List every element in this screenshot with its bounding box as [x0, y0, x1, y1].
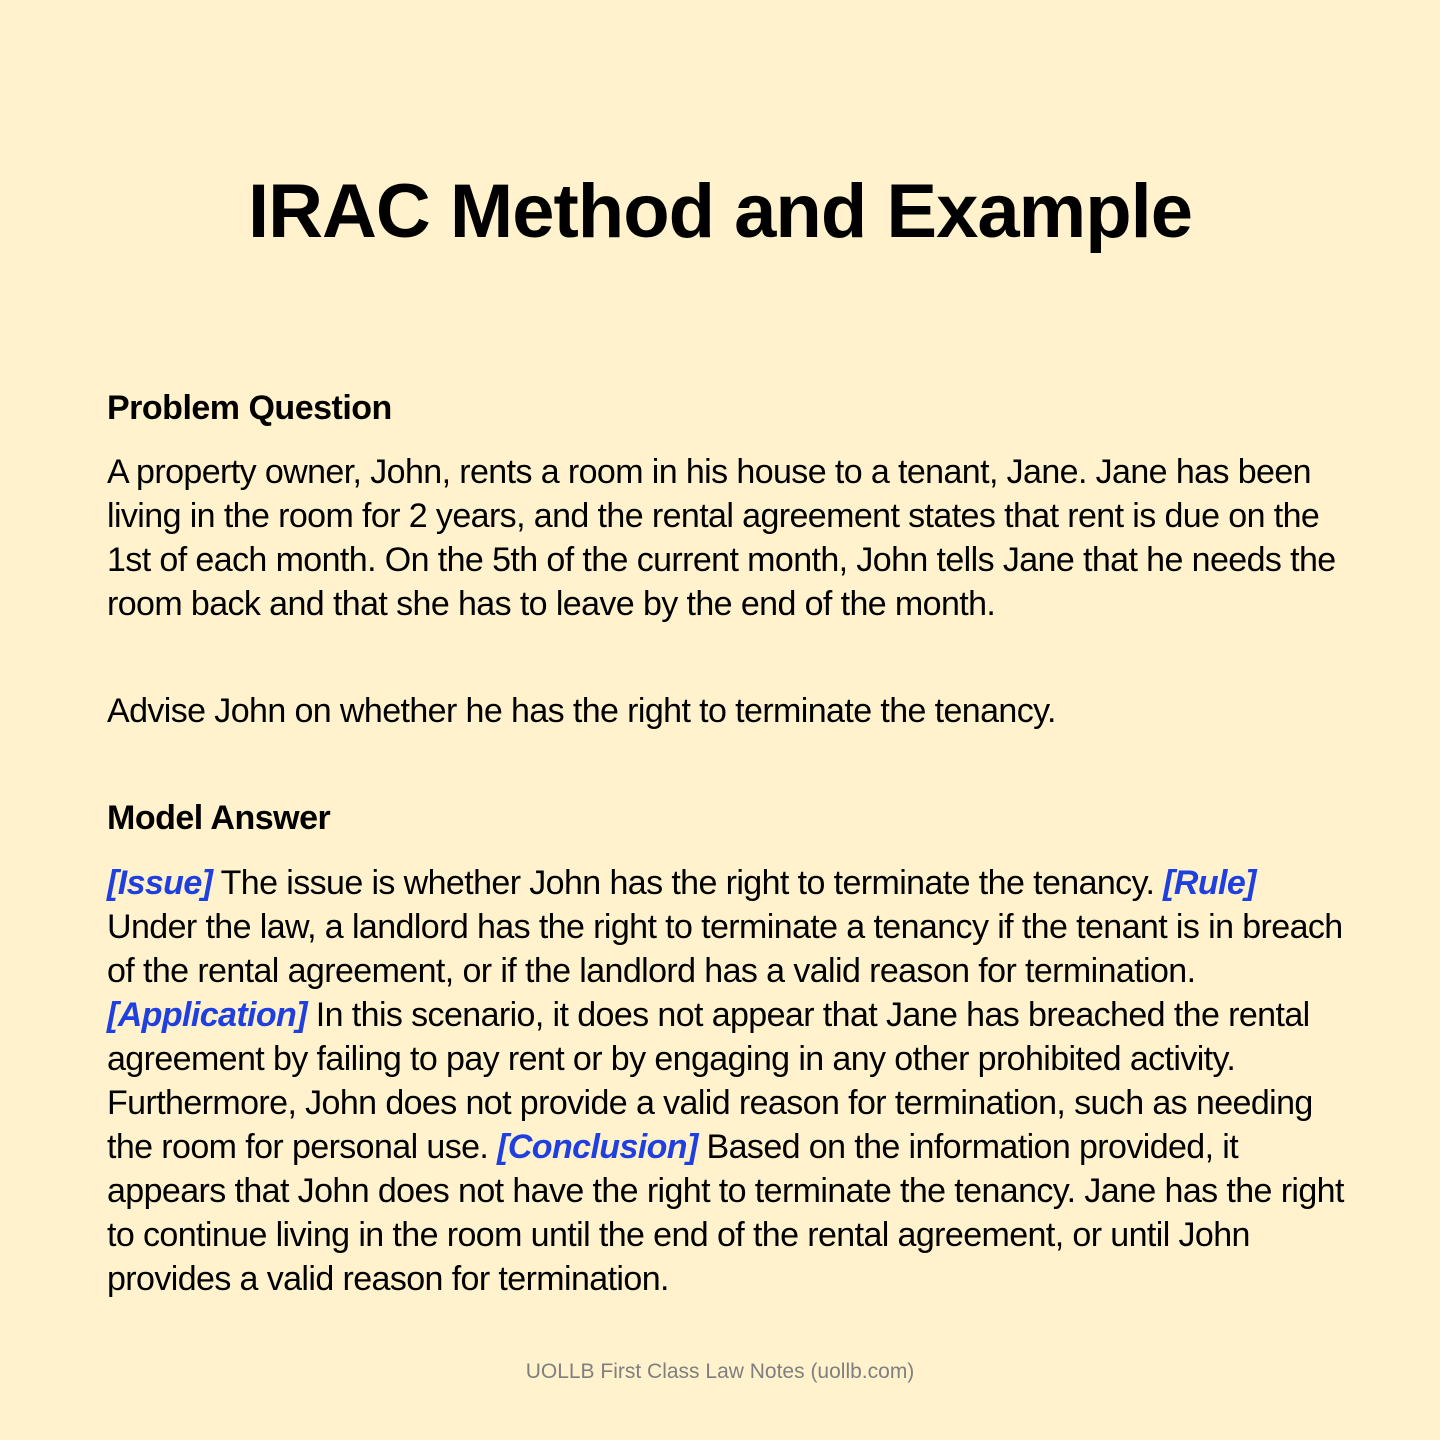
rule-text: Under the law, a landlord has the right to terminate a tenancy if the tenant is in breach of the rental agreement, or if the landlord has a valid reason for termination.	[107, 908, 1343, 990]
advise-text: Advise John on whether he has the right to terminate the tenancy.	[107, 692, 1056, 730]
conclusion-text: Based on the information provided, it appears that John does not have the right to terminate the tenancy. Jane has the right to continue living in the room until the end of the rental agreement, or until John provides a valid reason for termination.	[107, 1128, 1344, 1298]
application-text: In this scenario, it does not appear that Jane has breached the rental agreement by failing to pay rent or by engaging in any other prohibited activity. Furthermore, John does not provide a valid reason for termination, such as needing the room for personal use.	[107, 996, 1313, 1166]
problem-question-text: A property owner, John, rents a room in his house to a tenant, Jane. Jane has been living in the room for 2 years, and the rental agreement states that rent is due on the 1st of each month. On the 5th of the current month, John tells Jane that he needs the room back and that she has to leave by the end of the month.	[107, 453, 1336, 623]
issue-text: The issue is whether John has the right to terminate the tenancy.	[212, 864, 1164, 902]
problem-question-heading: Problem Question	[107, 389, 392, 427]
conclusion-tag: [Conclusion]	[497, 1128, 698, 1166]
page-title: IRAC Method and Example	[248, 169, 1192, 254]
footer-credit: UOLLB First Class Law Notes (uollb.com)	[525, 1360, 915, 1383]
model-answer-heading: Model Answer	[107, 799, 331, 837]
issue-tag: [Issue]	[107, 864, 213, 902]
rule-tag: [Rule]	[1163, 864, 1256, 902]
model-answer-text	[107, 861, 1347, 1301]
application-tag: [Application]	[107, 996, 307, 1034]
